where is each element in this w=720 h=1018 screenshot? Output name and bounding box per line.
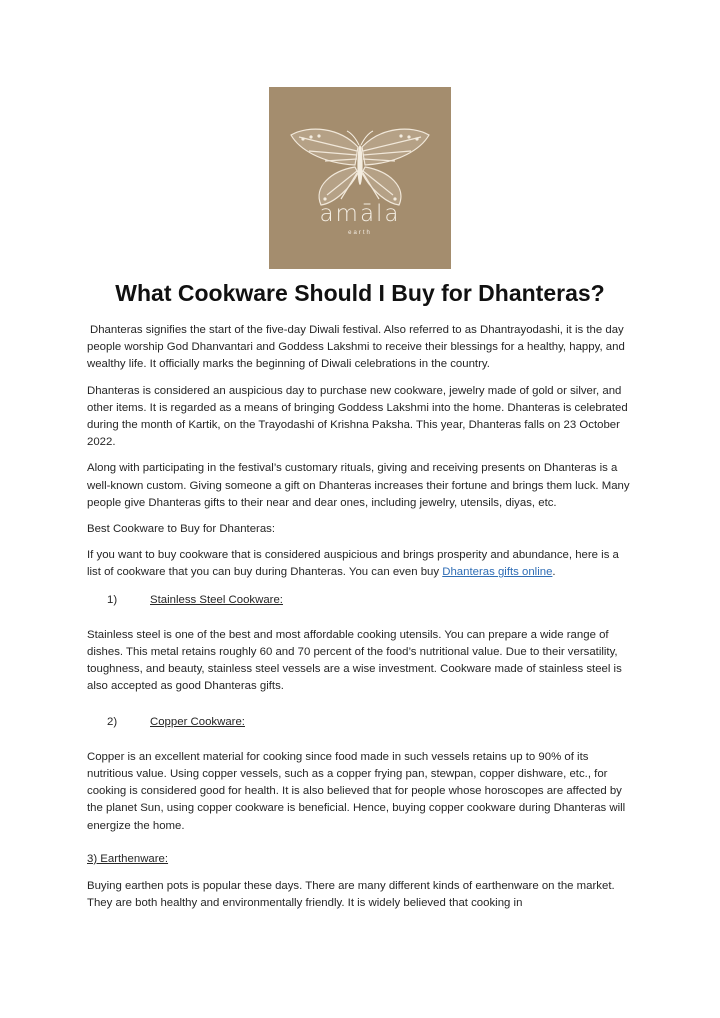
heading-text: Copper Cookware: — [150, 715, 245, 728]
paragraph-list-intro — [87, 547, 635, 581]
list-intro-text: If you want to buy cookware that is considered auspicious and brings prosperity and abundance, here is a list of cookware that you can buy during Dhanteras. You can even buy — [87, 549, 619, 579]
paragraph-intro: Dhanteras signifies the start of the five-day Diwali festival. Also referred to as Dhantrayodashi, it is the day people worship God Dhanvantari and Goddess Lakshmi to receive their blessings for a healthy, happy, and wealthy life. It officially marks the beginning of Diwali celebrations in the country. — [87, 324, 625, 371]
heading-text: Stainless Steel Cookware: — [150, 593, 283, 606]
paragraph-best-cookware: Best Cookware to Buy for Dhanteras: — [87, 523, 276, 536]
paragraph-auspicious: Dhanteras is considered an auspicious day to purchase new cookware, jewelry made of gold or silver, and other items. It is regarded as a means of bringing Goddess Lakshmi into the home. Dhanteras is celebrated during the month of Kartik, on the Trayodashi of Krishna Paksha. This year, Dhanteras falls on 23 October 2022. — [87, 384, 628, 449]
article-body — [87, 322, 635, 921]
brand-name: amāla — [319, 201, 401, 227]
paragraph-earthenware: Buying earthen pots is popular these days. There are many different kinds of earthenware on the market. They are both healthy and environmentally friendly. It is widely believed that cooking in — [87, 880, 615, 910]
brand-tagline: earth — [348, 230, 372, 236]
dhanteras-gifts-link[interactable]: Dhanteras gifts online — [442, 566, 553, 579]
list-intro-end: . — [552, 566, 556, 579]
heading-stainless-steel — [107, 592, 635, 609]
butterfly-icon — [269, 87, 451, 269]
heading-number: 2) — [107, 715, 118, 728]
heading-copper — [107, 714, 635, 731]
paragraph-gifting: Along with participating in the festival’s customary rituals, giving and receiving presents on Dhanteras is a well-known custom. Giving someone a gift on Dhanteras increases their fortune and brings them luck. Many people give Dhanteras gifts to their near and dear ones, including jewelry, utensils, diyas, etc. — [87, 462, 630, 509]
heading-number: 1) — [107, 593, 118, 606]
brand-logo — [269, 87, 451, 269]
paragraph-stainless-steel: Stainless steel is one of the best and most affordable cooking utensils. You can prepare a wide range of dishes. This metal retains roughly 60 and 70 percent of the food’s nutritional value. Due to their versatility, toughness, and beauty, stainless steel vessels are a wise investment. Cookware made of stainless steel is also accepted as good Dhanteras gifts. — [87, 628, 622, 693]
heading-earthenware: 3) Earthenware: — [87, 852, 169, 865]
page-title: What Cookware Should I Buy for Dhanteras? — [115, 280, 605, 306]
paragraph-copper: Copper is an excellent material for cooking since food made in such vessels retains up to 90% of its nutritious value. Using copper vessels, such as a copper frying pan, stewpan, copper dishware, etc., for cooking is considered good for health. It is also believed that for people whose horoscopes are affected by the planet Sun, using copper cookware is beneficial. Hence, buying copper cookware during Dhanteras will energize the home. — [87, 750, 626, 832]
